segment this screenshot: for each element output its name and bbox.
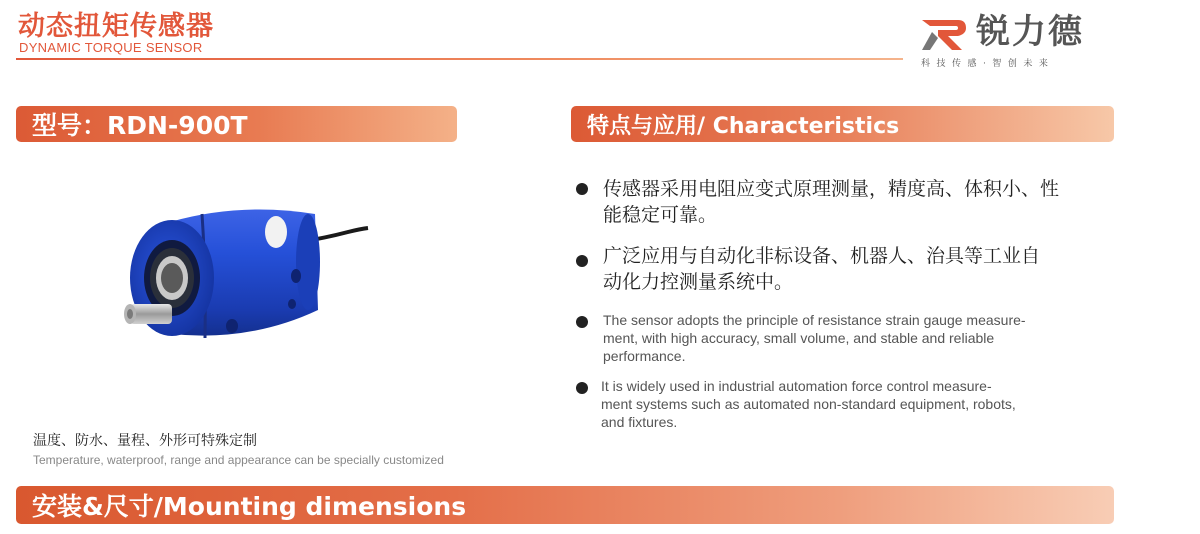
bullet-icon — [576, 316, 588, 328]
brand-slogan: 科技传感·智创未来 — [921, 59, 1055, 69]
mounting-band — [16, 486, 1114, 524]
product-image — [110, 192, 370, 362]
model-band — [16, 106, 457, 142]
characteristic-en-1-line2: ment, with high accuracy, small volume, and stable and reliable — [603, 330, 995, 346]
model-label: 型号：RDN-900T — [32, 111, 248, 140]
characteristic-cn-1 — [603, 176, 1059, 228]
customization-note-en: Temperature, waterproof, range and appearance can be specially customized — [33, 453, 444, 467]
characteristic-en-2-line1: It is widely used in industrial automation force control measure- — [601, 378, 992, 394]
characteristic-en-2 — [601, 377, 1016, 431]
characteristic-cn-2 — [603, 243, 1040, 295]
page-title: 动态扭矩传感器 — [18, 11, 214, 42]
brand-logo — [918, 10, 1118, 70]
characteristic-en-2-line2: ment systems such as automated non-standard equipment, robots, — [601, 396, 1016, 412]
characteristic-cn-2-line2: 动化力控测量系统中。 — [603, 271, 794, 293]
bullet-icon — [576, 183, 588, 195]
brand-name: 锐力德 — [976, 12, 1084, 52]
characteristic-en-1 — [603, 311, 1026, 365]
bullet-icon — [576, 255, 588, 267]
characteristics-label: 特点与应用/ Characteristics — [587, 113, 900, 139]
bullet-icon — [576, 382, 588, 394]
characteristic-en-2-line3: and fixtures. — [601, 414, 678, 430]
characteristic-cn-1-line2: 能稳定可靠。 — [603, 204, 718, 226]
brand-logo-mark — [918, 12, 970, 52]
characteristic-cn-1-line1: 传感器采用电阻应变式原理测量，精度高、体积小、性 — [603, 178, 1060, 200]
characteristic-en-1-line1: The sensor adopts the principle of resistance strain gauge measure- — [603, 312, 1026, 328]
mounting-label: 安装&尺寸/Mounting dimensions — [32, 492, 467, 521]
characteristics-band — [571, 106, 1114, 142]
characteristic-en-1-line3: performance. — [603, 348, 686, 364]
characteristic-cn-2-line1: 广泛应用与自动化非标设备、机器人、治具等工业自 — [603, 245, 1041, 267]
customization-note-cn: 温度、防水、量程、外形可特殊定制 — [33, 433, 257, 449]
title-underline — [16, 58, 903, 60]
page-subtitle: DYNAMIC TORQUE SENSOR — [19, 40, 203, 55]
